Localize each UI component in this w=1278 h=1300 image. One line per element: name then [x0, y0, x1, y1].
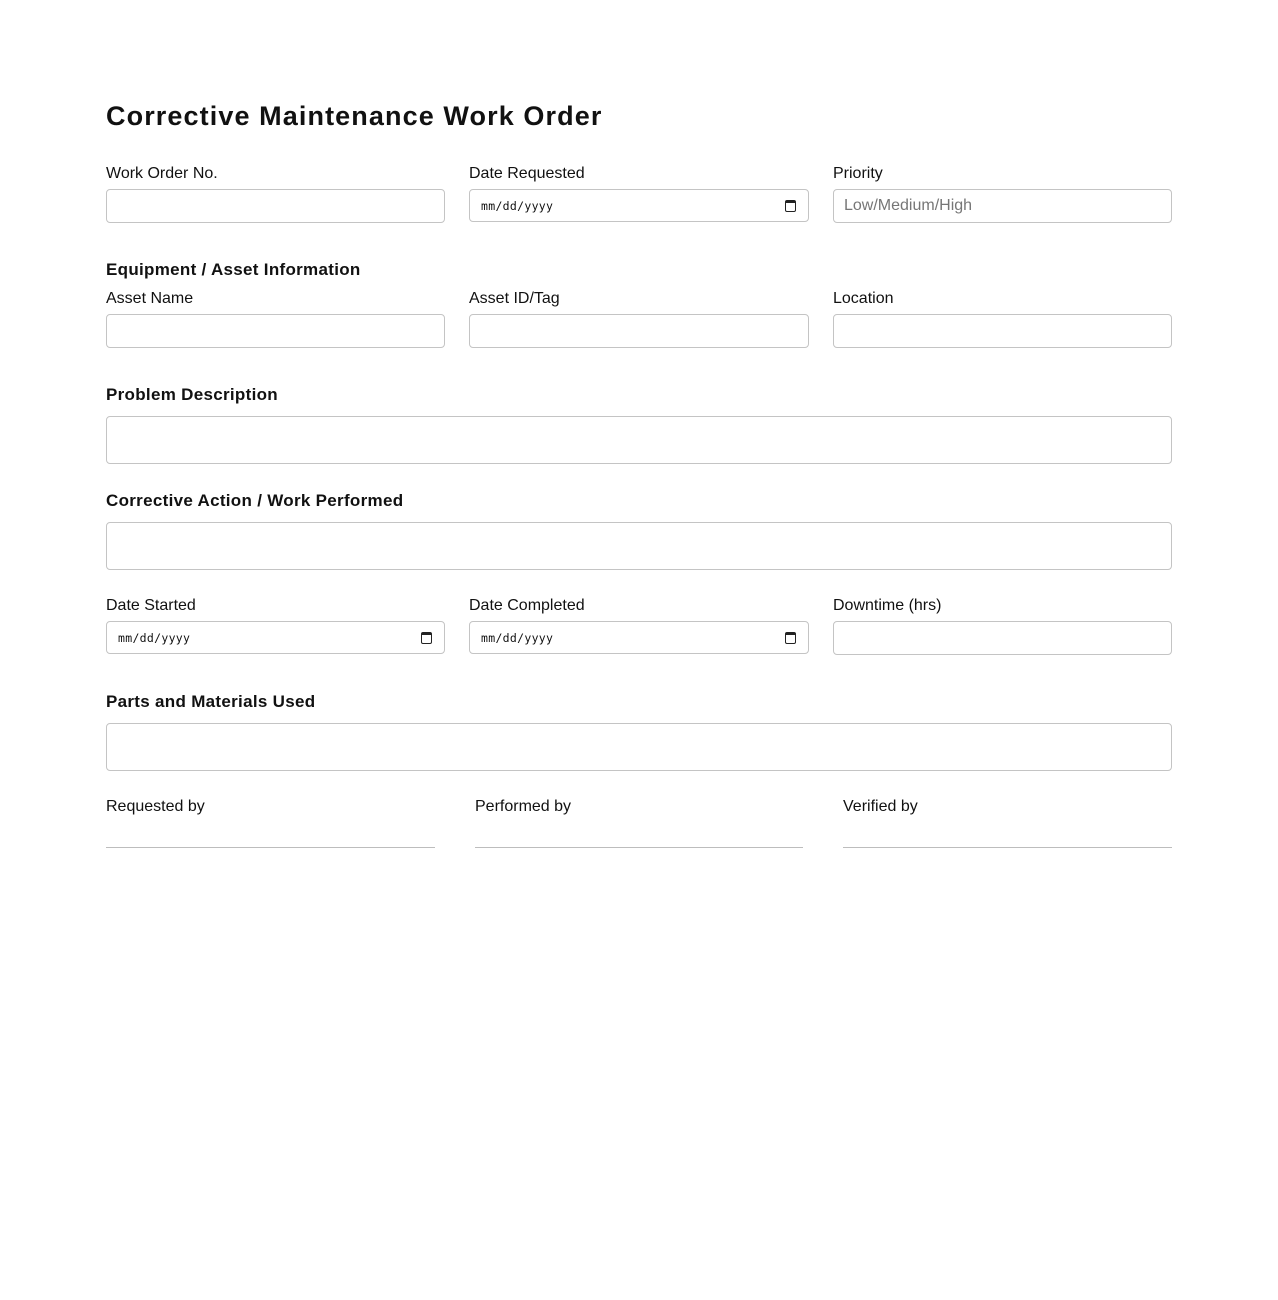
requested-by-signature-line[interactable]	[106, 847, 435, 848]
priority-label: Priority	[833, 165, 883, 182]
verified-by-label: Verified by	[843, 798, 918, 815]
asset-name-input[interactable]	[106, 314, 445, 348]
equipment-section-heading: Equipment / Asset Information	[106, 260, 361, 279]
page-title: Corrective Maintenance Work Order	[106, 101, 603, 131]
performed-by-signature-line[interactable]	[475, 847, 803, 848]
asset-id-group	[469, 289, 809, 348]
asset-id-input[interactable]	[469, 314, 809, 348]
location-label: Location	[833, 290, 894, 307]
verified-by-signature	[843, 797, 1172, 848]
asset-id-label: Asset ID/Tag	[469, 290, 560, 307]
corrective-action-heading: Corrective Action / Work Performed	[106, 491, 404, 510]
parts-materials-textarea[interactable]	[106, 723, 1172, 771]
date-started-placeholder: mm/dd/yyyy	[118, 630, 191, 645]
asset-name-label: Asset Name	[106, 290, 194, 307]
corrective-action-textarea[interactable]	[106, 522, 1172, 570]
date-started-group	[106, 596, 445, 655]
verified-by-signature-line[interactable]	[843, 847, 1172, 848]
timing-fields-row	[106, 596, 1172, 655]
date-completed-placeholder: mm/dd/yyyy	[481, 630, 554, 645]
work-order-no-label: Work Order No.	[106, 165, 218, 182]
work-order-no-group	[106, 164, 445, 223]
date-requested-group	[469, 164, 809, 223]
parts-materials-heading: Parts and Materials Used	[106, 692, 316, 711]
priority-group	[833, 164, 1172, 223]
priority-input[interactable]	[833, 189, 1172, 223]
calendar-icon[interactable]	[421, 632, 432, 644]
downtime-input[interactable]	[833, 621, 1172, 655]
location-input[interactable]	[833, 314, 1172, 348]
date-requested-label: Date Requested	[469, 165, 585, 182]
calendar-icon[interactable]	[785, 200, 796, 212]
location-group	[833, 289, 1172, 348]
calendar-icon[interactable]	[785, 632, 796, 644]
performed-by-signature	[475, 797, 803, 848]
work-order-no-input[interactable]	[106, 189, 445, 223]
date-started-input[interactable]	[106, 621, 445, 654]
requested-by-signature	[106, 797, 435, 848]
downtime-label: Downtime (hrs)	[833, 597, 942, 614]
header-fields-row	[106, 164, 1172, 223]
performed-by-label: Performed by	[475, 798, 572, 815]
signatures-row	[106, 797, 1172, 848]
date-requested-placeholder: mm/dd/yyyy	[481, 198, 554, 213]
problem-description-textarea[interactable]	[106, 416, 1172, 464]
equipment-fields-row	[106, 289, 1172, 348]
date-completed-input[interactable]	[469, 621, 809, 654]
date-completed-group	[469, 596, 809, 655]
date-completed-label: Date Completed	[469, 597, 585, 614]
asset-name-group	[106, 289, 445, 348]
requested-by-label: Requested by	[106, 798, 205, 815]
downtime-group	[833, 596, 1172, 655]
date-started-label: Date Started	[106, 597, 196, 614]
date-requested-input[interactable]	[469, 189, 809, 222]
problem-description-heading: Problem Description	[106, 385, 278, 404]
